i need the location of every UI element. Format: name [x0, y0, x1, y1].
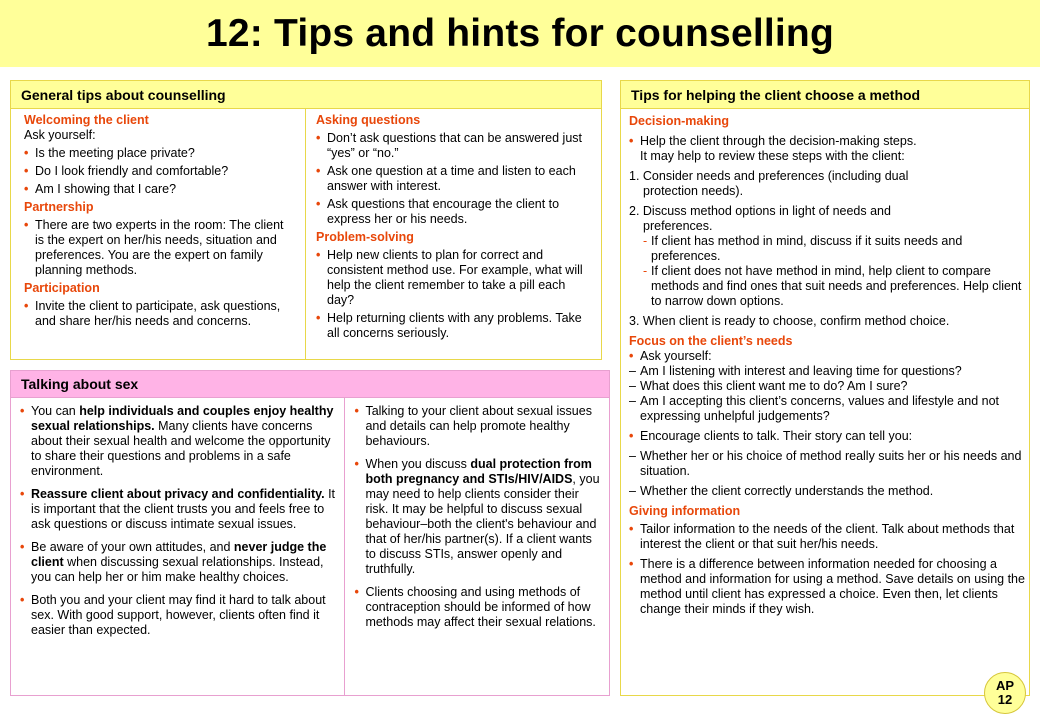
list-item: • Both you and your client may find it hard to talk about sex. With good support, however, clients often find it easier than expected. — [20, 593, 326, 637]
general-tips-panel — [10, 80, 602, 360]
list-item: • Invite the client to participate, ask questions, and share her/his needs and concerns. — [24, 299, 281, 328]
choose-method-tips-panel — [620, 80, 1030, 696]
list-item: • Do I look friendly and comfortable? — [24, 164, 229, 178]
list-item: • Be aware of your own attitudes, and never judge the client when discussing sexual relationships. Instead, you can help her or him make healthy choices. — [20, 540, 327, 584]
title-bar — [0, 0, 1040, 67]
list-item: • Clients choosing and using methods of contraception should be informed of how methods may affect their sexual relations. — [354, 585, 596, 629]
general-right-column — [306, 109, 601, 360]
decision-step-2: 2. Discuss method options in light of needs and preferences. — [629, 204, 891, 233]
bullet-icon: • — [629, 429, 634, 443]
list-item: • Talking to your client about sexual issues and details can help promote healthy behaviours. — [354, 404, 592, 448]
bullet-icon: • — [629, 522, 634, 536]
bullet-icon: • — [20, 540, 25, 554]
giving-heading: Giving information — [629, 504, 741, 518]
list-item: • Ask questions that encourage the client to express her or his needs. — [316, 197, 560, 226]
bullet-icon: • — [316, 164, 321, 178]
sex-right-column — [345, 398, 609, 695]
bullet-icon: • — [24, 146, 29, 160]
welcoming-intro: Ask yourself: — [24, 128, 96, 142]
bullet-icon: • — [24, 218, 29, 232]
decision-step-1: 1. Consider needs and preferences (including dual protection needs). — [629, 169, 909, 198]
list-item: • Help returning clients with any problems. Take all concerns seriously. — [316, 311, 582, 340]
list-item: • Reassure client about privacy and confidentiality. It is important that the client trusts you and feels free to ask questions or discuss intimate sexual issues. — [20, 487, 336, 531]
list-item: • When you discuss dual protection from both pregnancy and STIs/HIV/AIDS, you may need to help clients consider their risk. It may be helpful to discuss sexual behaviour–both the client's behaviour and that of her/his partner(s). If a client wants to discuss STIs, answer openly and truthfully. — [354, 457, 600, 576]
dash-icon: – — [629, 364, 636, 378]
list-item: • Help new clients to plan for correct and consistent method use. For example, what will help the client remember to take a pill each day? — [316, 248, 583, 307]
bullet-icon: • — [629, 134, 634, 148]
decision-step-3: 3. When client is ready to choose, confirm method choice. — [629, 314, 950, 328]
list-item: – What does this client want me to do? Am I sure? — [629, 379, 908, 393]
bullet-icon: • — [629, 557, 634, 571]
dash-icon: – — [629, 449, 636, 463]
bullet-icon: • — [354, 404, 359, 418]
dash-icon: - — [643, 264, 648, 278]
list-item: – Whether the client correctly understands the method. — [629, 484, 934, 498]
list-item: – Whether her or his choice of method really suits her or his needs and situation. — [629, 449, 1022, 478]
welcoming-heading: Welcoming the client — [24, 113, 149, 127]
dash-icon: – — [629, 484, 636, 498]
list-item: – Am I listening with interest and leaving time for questions? — [629, 364, 962, 378]
dash-icon: - — [643, 234, 648, 248]
partnership-heading: Partnership — [24, 200, 94, 214]
talking-about-sex-panel — [10, 370, 610, 696]
bullet-icon: • — [316, 131, 321, 145]
asking-heading: Asking questions — [316, 113, 421, 127]
page-title: 12: Tips and hints for counselling — [206, 11, 834, 55]
list-item: • Don’t ask questions that can be answered just “yes” or “no.” — [316, 131, 583, 160]
bullet-icon: • — [316, 197, 321, 211]
bullet-icon: • — [629, 349, 634, 363]
list-item: – Am I accepting this client’s concerns, values and lifestyle and not expressing unhelpful judgements? — [629, 394, 999, 423]
general-tips-header: General tips about counselling — [11, 81, 601, 109]
bullet-icon: • — [24, 182, 29, 196]
decision-heading: Decision-making — [629, 114, 730, 128]
bullet-icon: • — [20, 487, 25, 501]
list-item: • Encourage clients to talk. Their story can tell you: — [629, 429, 913, 443]
dash-icon: – — [629, 394, 636, 408]
list-item: • Am I showing that I care? — [24, 182, 177, 196]
problem-heading: Problem-solving — [316, 230, 414, 244]
list-item: • Help the client through the decision-making steps. It may help to review these steps with the client: — [629, 134, 917, 163]
talking-about-sex-header: Talking about sex — [11, 371, 609, 398]
sex-left-column — [11, 398, 345, 695]
list-item: • Tailor information to the needs of the client. Talk about methods that interest the client or that suit her/his needs. — [629, 522, 1015, 551]
dash-icon: – — [629, 379, 636, 393]
ap-badge: AP 12 — [984, 672, 1026, 714]
list-item: • Is the meeting place private? — [24, 146, 195, 160]
bullet-icon: • — [24, 299, 29, 313]
bullet-icon: • — [316, 248, 321, 262]
list-item: • Ask one question at a time and listen to each answer with interest. — [316, 164, 576, 193]
bullet-icon: • — [354, 457, 359, 471]
list-item: • Ask yourself: — [629, 349, 712, 363]
choose-method-tips-header: Tips for helping the client choose a method — [621, 81, 1029, 109]
focus-heading: Focus on the client’s needs — [629, 334, 793, 348]
list-item: - If client has method in mind, discuss if it suits needs and preferences. — [643, 234, 963, 263]
list-item: • There is a difference between information needed for choosing a method and information for using a method. Save details on using the method until client has expressed a choice. Even then, let clients change their minds if they wish. — [629, 557, 1025, 616]
bullet-icon: • — [20, 593, 25, 607]
bullet-icon: • — [20, 404, 25, 418]
bullet-icon: • — [354, 585, 359, 599]
general-left-column — [11, 109, 306, 360]
list-item: - If client does not have method in mind, help client to compare methods and find ones that suit needs and preferences. Help client to narrow down options. — [643, 264, 1022, 308]
list-item: • You can help individuals and couples enjoy healthy sexual relationships. Many clients have concerns about their sexual health and welcome the opportunity to share their questions and problems in a safe environment. — [20, 404, 334, 478]
bullet-icon: • — [24, 164, 29, 178]
participation-heading: Participation — [24, 281, 100, 295]
list-item: • There are two experts in the room: The client is the expert on her/his needs, situation and preferences. You are the expert on family planning methods. — [24, 218, 284, 277]
bullet-icon: • — [316, 311, 321, 325]
